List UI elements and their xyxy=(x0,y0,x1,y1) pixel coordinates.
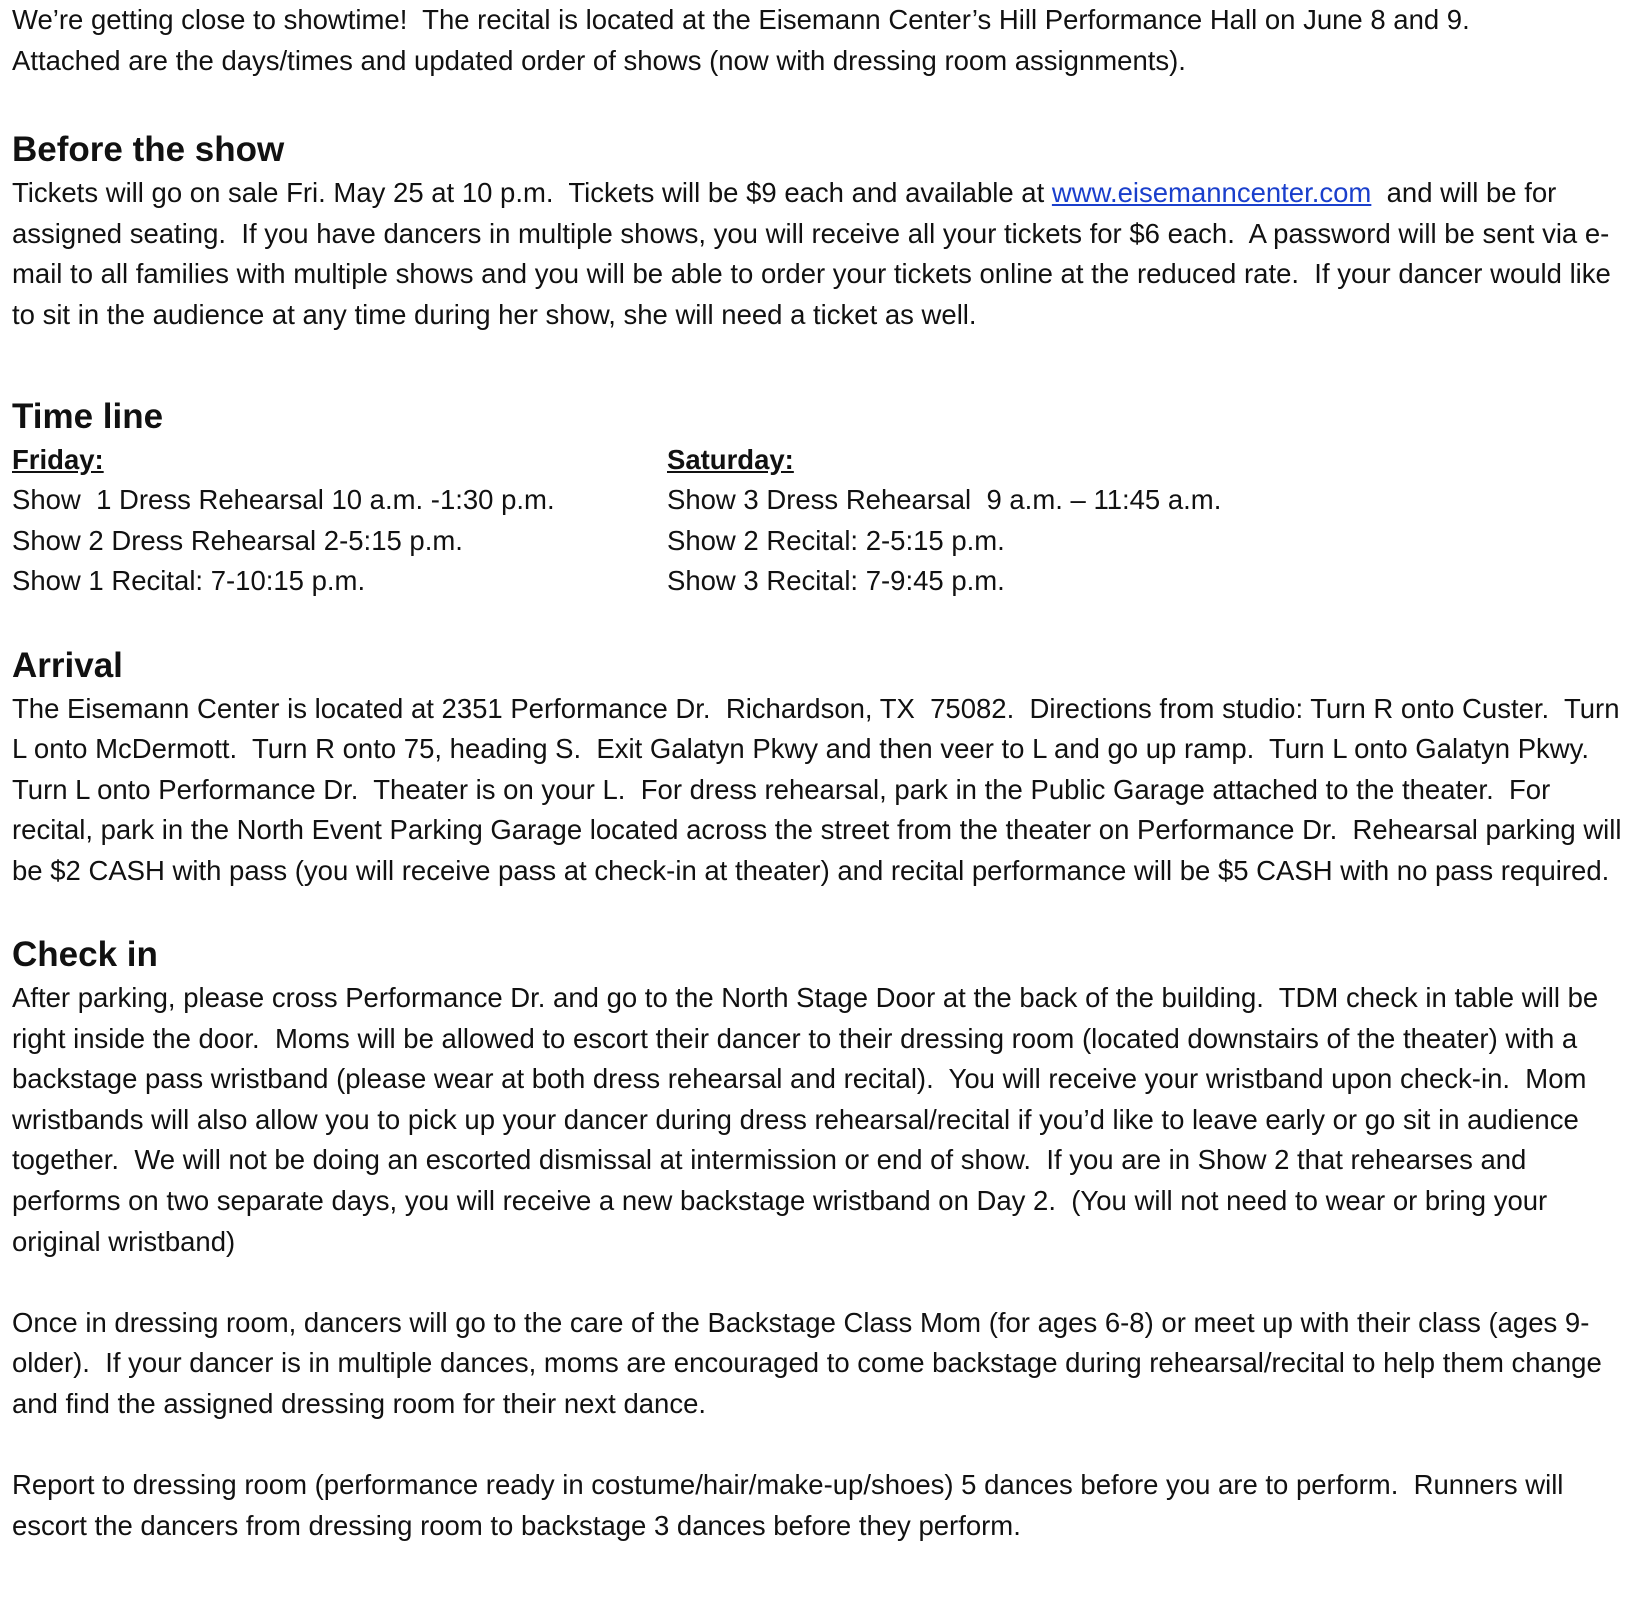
arrival-paragraph: The Eisemann Center is located at 2351 Performance Dr. Richardson, TX 75082. Directions from studio: Turn R onto Custer. Turn L onto McDermott. Turn R onto 75, heading S. Exit Galatyn Pkwy and then veer to L and go up ramp. Turn L onto Galatyn Pkwy. Turn L onto Performance Dr. Theater is on your L. For dress rehearsal, park in the Public Garage attached to the theater. For recital, park in the North Event Parking Garage located across the street from the theater on Performance Dr. Rehearsal parking will be $2 CASH with pass (you will receive pass at check-in at theater) and recital performance will be $5 CASH with no pass required. xyxy=(12,692,1630,886)
intro-line-1: We’re getting close to showtime! The recital is located at the Eisemann Center’s Hill Performance Hall on June 8 and 9. xyxy=(12,4,1470,35)
document-body xyxy=(12,0,1637,1546)
timeline-columns xyxy=(12,440,1637,602)
saturday-item: Show 3 Dress Rehearsal 9 a.m. – 11:45 a.m. xyxy=(667,484,1222,516)
friday-label: Friday: xyxy=(12,443,104,475)
saturday-label: Saturday: xyxy=(667,443,794,475)
before-show-text-2: and will be for assigned seating. If you have dancers in multiple shows, you will receive all your tickets for $6 each. A password will be sent via e-mail to all families with multiple shows and you will be able to order your tickets online at the reduced rate. If your dancer would like to sit in the audience at any time during her show, she will need a ticket as well. xyxy=(12,177,1619,330)
before-show-section xyxy=(12,127,1637,335)
before-show-text-1: Tickets will go on sale Fri. May 25 at 10 p.m. Tickets will be $9 each and available at xyxy=(12,177,1052,209)
friday-column xyxy=(12,440,667,602)
check-in-paragraph-3: Report to dressing room (performance ready in costume/hair/make-up/shoes) 5 dances before you are to perform. Runners will escort the dancers from dressing room to backstage 3 dances before they perform. xyxy=(12,1469,1572,1541)
intro-section xyxy=(12,0,1637,81)
intro-line-2: Attached are the days/times and updated order of shows (now with dressing room assignments). xyxy=(12,44,1186,76)
timeline-section xyxy=(12,394,1637,602)
friday-item: Show 1 Dress Rehearsal 10 a.m. -1:30 p.m. xyxy=(12,484,555,516)
arrival-heading: Arrival xyxy=(12,645,123,685)
saturday-column xyxy=(667,440,1567,602)
before-show-paragraph xyxy=(12,173,1637,335)
check-in-paragraph-1: After parking, please cross Performance Dr. and go to the North Stage Door at the back of the building. TDM check in table will be right inside the door. Moms will be allowed to escort their dancer to their dressing room (located downstairs of the theater) with a backstage pass wristband (please wear at both dress rehearsal and recital). You will receive your wristband upon check-in. Mom wristbands will also allow you to pick up your dancer during dress rehearsal/recital if you’d like to leave early or go sit in audience together. We will not be doing an escorted dismissal at intermission or end of show. If you are in Show 2 that rehearses and performs on two separate days, you will receive a new backstage wristband on Day 2. (You will not need to wear or bring your original wristband) xyxy=(12,982,1606,1257)
saturday-item: Show 3 Recital: 7-9:45 p.m. xyxy=(667,565,1005,597)
saturday-item: Show 2 Recital: 2-5:15 p.m. xyxy=(667,524,1005,556)
check-in-heading: Check in xyxy=(12,935,158,975)
check-in-paragraph-2: Once in dressing room, dancers will go to the care of the Backstage Class Mom (for ages 6-8) or meet up with their class (ages 9-older). If your dancer is in multiple dances, moms are encouraged to come backstage during rehearsal/recital to help them change and find the assigned dressing room for their next dance. xyxy=(12,1306,1610,1420)
arrival-section xyxy=(12,643,1637,892)
timeline-heading: Time line xyxy=(12,396,164,436)
friday-item: Show 2 Dress Rehearsal 2-5:15 p.m. xyxy=(12,524,463,556)
before-show-heading: Before the show xyxy=(12,130,285,170)
eisemann-center-link[interactable]: www.eisemanncenter.com xyxy=(1051,177,1372,209)
check-in-section xyxy=(12,932,1637,1546)
friday-item: Show 1 Recital: 7-10:15 p.m. xyxy=(12,565,366,597)
